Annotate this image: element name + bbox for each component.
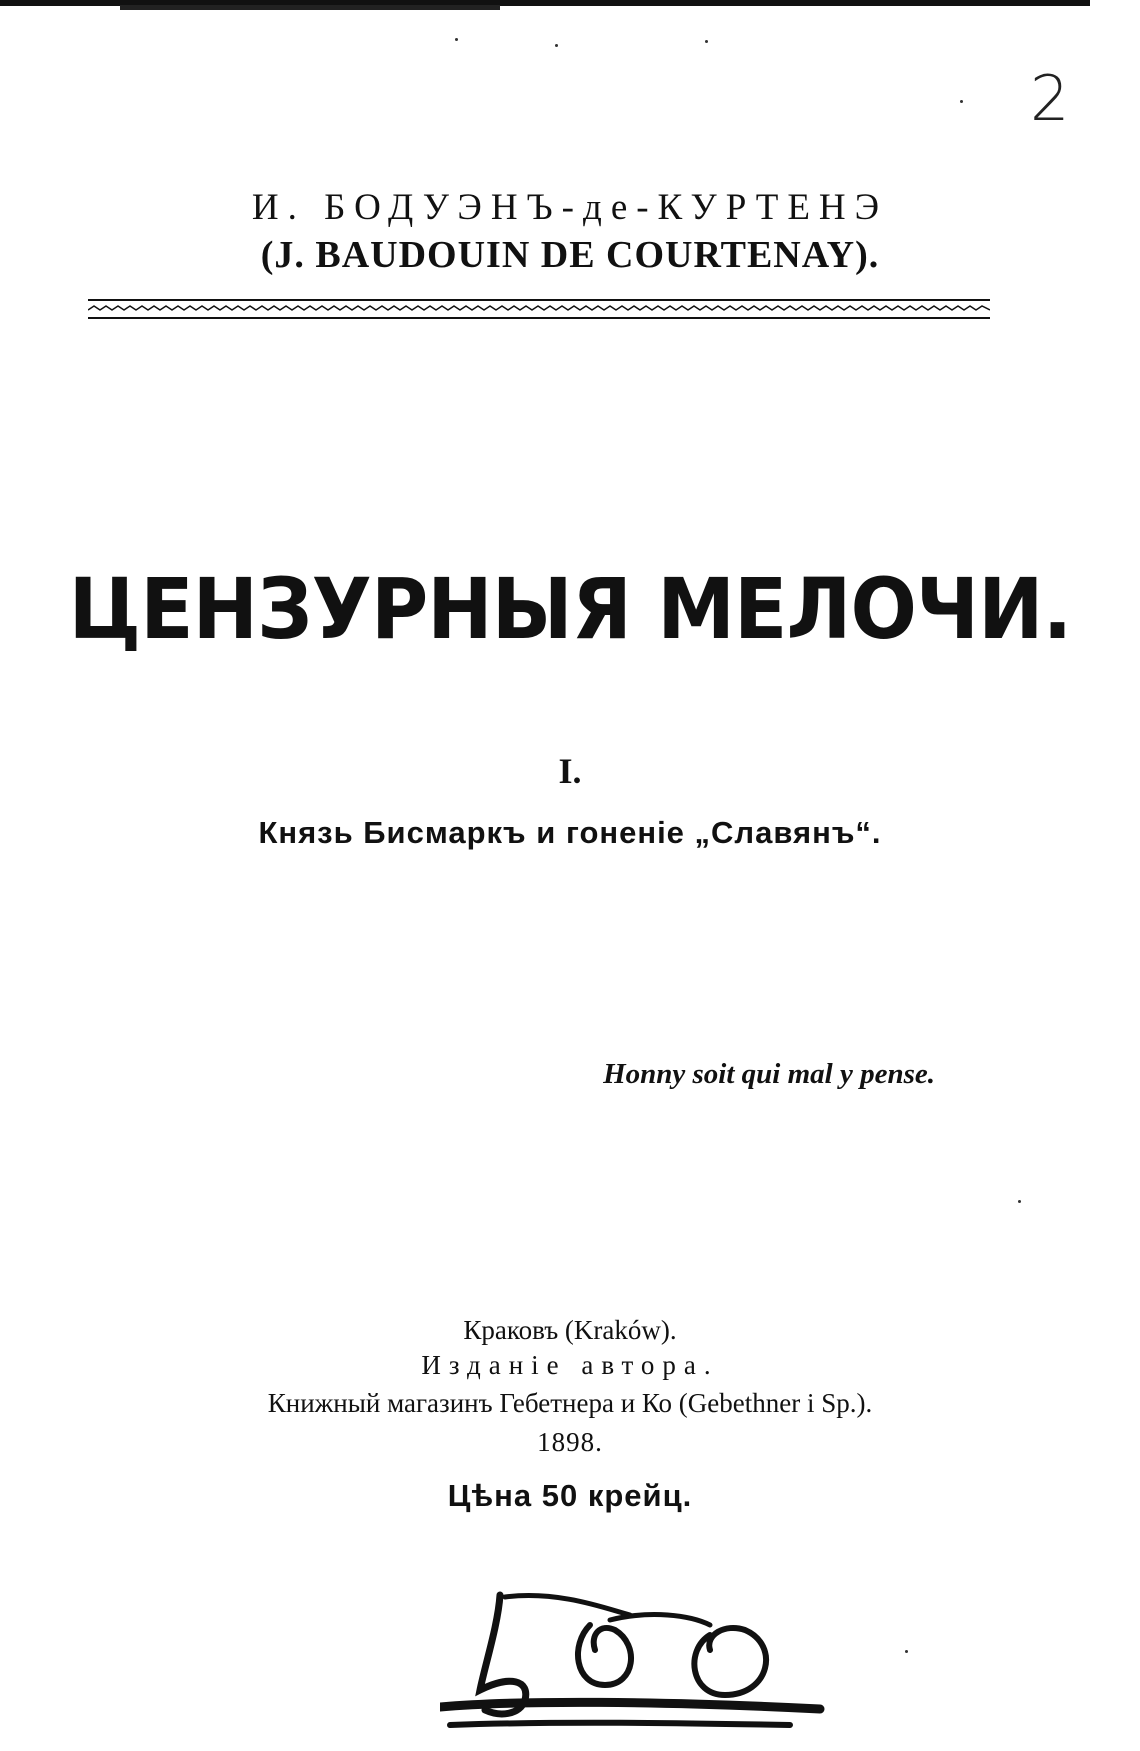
scan-speck <box>555 44 558 47</box>
epigraph: Honny soit qui mal y pense. <box>603 1058 935 1090</box>
scan-speck <box>1018 1200 1021 1203</box>
publication-year: 1898. <box>537 1427 603 1457</box>
pencil-page-mark: 2 <box>1030 62 1070 135</box>
scan-speck <box>905 1650 908 1653</box>
part-number: I. <box>558 751 582 791</box>
scan-speck <box>705 40 708 43</box>
publisher-line: Изданіе автора. <box>421 1350 719 1380</box>
publication-place: Краковъ (Kraków). <box>463 1315 677 1345</box>
handwritten-mark <box>440 1575 860 1735</box>
book-subtitle: Князь Бисмаркъ и гоненіе „Славянъ“. <box>258 815 882 850</box>
bookshop-line: Книжный магазинъ Гебетнера и Ко (Gebethner i Sp.). <box>267 1388 873 1418</box>
scan-top-edge <box>0 0 1090 12</box>
price-line: Цѣна 50 крейц. <box>447 1478 693 1513</box>
scan-speck <box>960 100 963 103</box>
author-name-latin: (J. BAUDOUIN DE COURTENAY). <box>260 234 880 276</box>
book-title: ЦЕНЗУРНЫЯ МЕЛОЧИ. <box>68 560 1072 658</box>
decorative-rule <box>88 298 990 322</box>
author-name-russian: И. БОДУЭНЪ-де-КУРТЕНЭ <box>251 187 889 228</box>
scan-speck <box>455 38 458 41</box>
